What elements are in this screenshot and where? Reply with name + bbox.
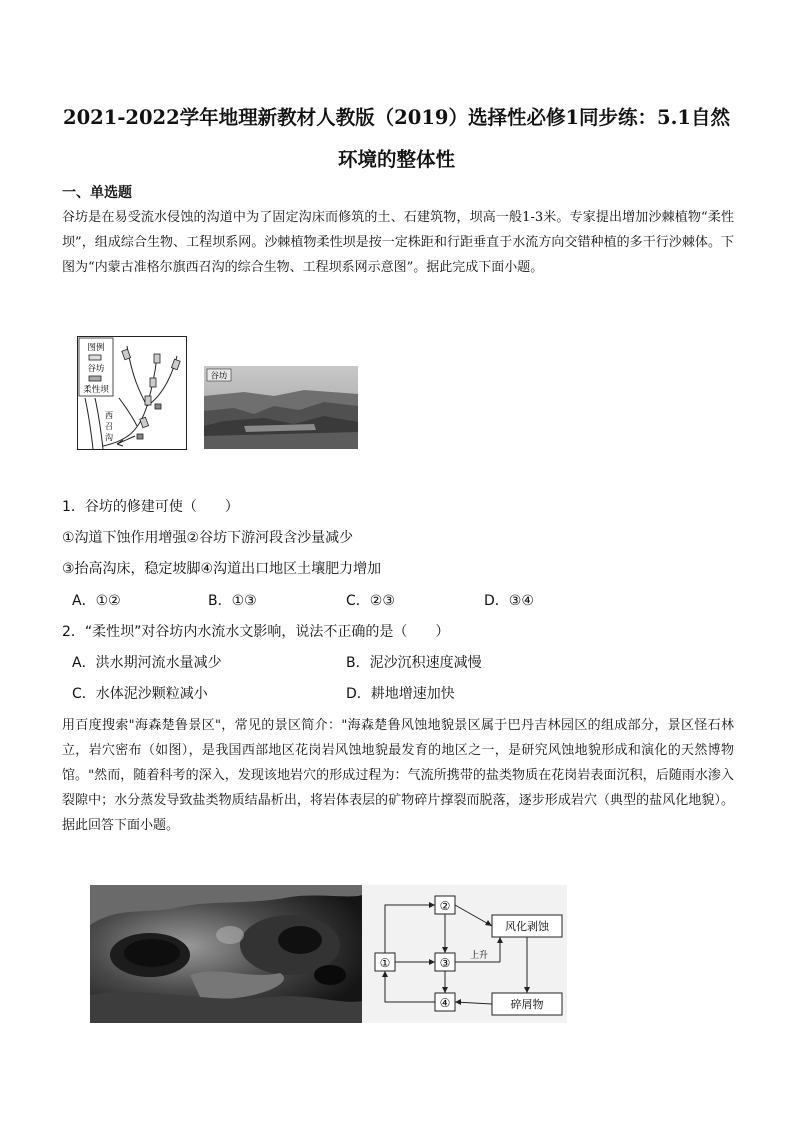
node-3: ③	[439, 956, 451, 970]
q1-statement-line2: ③抬高沟床，稳定坡脚④沟道出口地区土壤肥力增加	[62, 561, 382, 577]
q1-option-a[interactable]: A．①②	[72, 593, 121, 609]
arrow-label-rise: 上升	[469, 951, 488, 961]
passage-2: 用百度搜索"海森楚鲁景区"，常见的景区简介："海森楚鲁风蚀地貌景区属于巴丹吉林园区的组成部分，景区怪石林立，岩穴密布（如图），是我国西部地区花岗岩风蚀地貌最发育的地区之一，是研究风蚀地貌形成和演化的天然博物馆。"然而，随着科考的深入，发现该地岩穴的形成过程为：气流所携带的盐类物质在花岗岩表面沉积，后随雨水渗入裂隙中；水分蒸发导致盐类物质结晶析出，将岩体表层的矿物碎片撑裂而脱落，逐步形成岩穴（典型的盐风化地貌）。据此回答下面小题。	[62, 718, 734, 833]
gully-name-1: 西	[105, 411, 113, 420]
page-title-line1: 2021-2022学年地理新教材人教版（2019）选择性必修1同步练：5.1自然	[63, 106, 730, 129]
box-debris: 碎屑物	[510, 998, 544, 1011]
dam-system-map	[77, 336, 187, 450]
legend-title: 图例	[87, 343, 105, 353]
q2-option-d[interactable]: D．耕地增速加快	[346, 686, 455, 702]
legend-check-dam-symbol	[89, 355, 101, 360]
q1-option-b[interactable]: B．①③	[208, 593, 257, 609]
legend-flexible-dam-symbol	[89, 376, 101, 381]
passage-1: 谷坊是在易受流水侵蚀的沟道中为了固定沟床而修筑的土、石建筑物，坝高一般1-3米。专家提出增加沙棘植物“柔性坝”，组成综合生物、工程坝系网。沙棘植物柔性坝是按一定株距和行距垂直于水流方向交错种植的多干行沙棘体。下图为“内蒙古准格尔旗西召沟的综合生物、工程坝系网示意图”。据此完成下面小题。	[62, 210, 734, 275]
node-1: ①	[379, 956, 391, 970]
q2-option-c[interactable]: C．水体泥沙颗粒减小	[72, 686, 208, 702]
q1-option-d[interactable]: D．③④	[484, 593, 534, 609]
box-weathering: 风化剥蚀	[505, 920, 549, 933]
q2-option-a[interactable]: A．洪水期河流水量减少	[72, 655, 222, 671]
gully-name-2: 召	[105, 422, 113, 431]
legend-check-dam-label: 谷坊	[87, 364, 105, 374]
legend-flexible-dam-label: 柔性坝	[83, 385, 109, 395]
q2-option-b[interactable]: B．泥沙沉积速度减慢	[346, 655, 482, 671]
q1-stem: 1．谷坊的修建可使（ ）	[62, 499, 239, 515]
q1-option-c[interactable]: C．②③	[346, 593, 395, 609]
q1-statement-line1: ①沟道下蚀作用增强②谷坊下游河段含沙量减少	[62, 530, 354, 546]
node-2: ②	[439, 899, 451, 913]
section-heading: 一、单选题	[62, 185, 132, 201]
q2-stem: 2．“柔性坝”对谷坊内水流水文影响，说法不正确的是（ ）	[62, 624, 450, 640]
node-4: ④	[439, 996, 451, 1010]
weathering-figure	[90, 885, 567, 1023]
check-dam-photo	[204, 366, 358, 449]
photo-label: 谷坊	[210, 371, 228, 382]
page-title-line2: 环境的整体性	[337, 148, 455, 171]
gully-name-3: 沟	[105, 433, 113, 442]
